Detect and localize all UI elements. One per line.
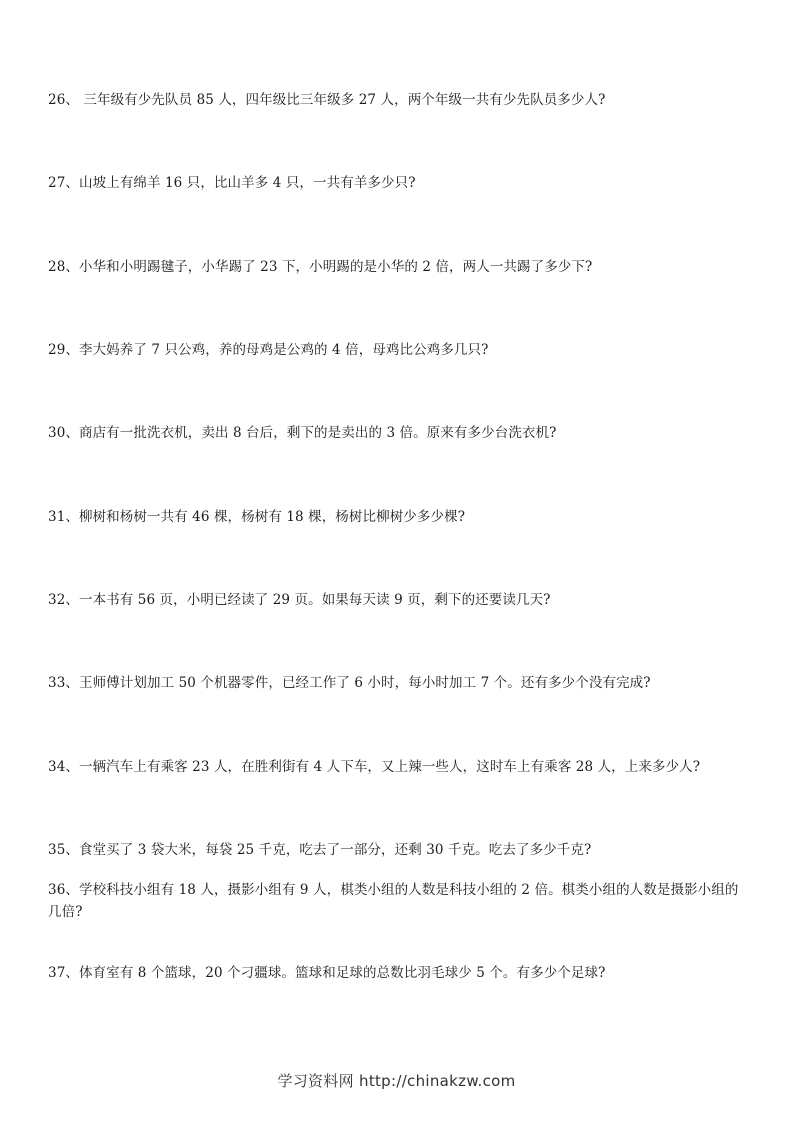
question-28: [48, 256, 748, 278]
question-27: [48, 172, 748, 194]
question-text: 王师傅计划加工 50 个机器零件，已经工作了 6 小时，每小时加工 7 个。还有多少个没有完成?: [78, 675, 651, 691]
question-text: 食堂买了 3 袋大米，每袋 25 千克，吃去了一部分，还剩 30 千克。吃去了多少千克?: [78, 842, 592, 858]
question-text: 李大妈养了 7 只公鸡，养的母鸡是公鸡的 4 倍，母鸡比公鸡多几只?: [78, 342, 489, 358]
question-number: 37、: [48, 965, 79, 981]
question-36: [48, 879, 748, 923]
question-30: [48, 422, 748, 444]
question-text: 三年级有少先队员 85 人，四年级比三年级多 27 人，两个年级一共有少先队员多少人?: [78, 92, 606, 108]
question-number: 26、: [48, 92, 79, 108]
question-26: [48, 89, 748, 111]
question-number: 28、: [48, 259, 79, 275]
question-32: [48, 589, 748, 611]
question-number: 31、: [48, 509, 79, 525]
question-34: [48, 756, 748, 778]
question-text: 学校科技小组有 18 人，摄影小组有 9 人，棋类小组的人数是科技小组的 2 倍。棋类小组的人数是摄影小组的几倍?: [48, 882, 739, 920]
question-37: [48, 962, 748, 984]
question-number: 33、: [48, 675, 79, 691]
question-number: 27、: [48, 175, 79, 191]
question-number: 32、: [48, 592, 79, 608]
question-number: 34、: [48, 759, 79, 775]
question-number: 29、: [48, 342, 79, 358]
question-text: 体育室有 8 个篮球，20 个刁疆球。篮球和足球的总数比羽毛球少 5 个。有多少个足球?: [78, 965, 606, 981]
question-31: [48, 506, 748, 528]
question-text: 一辆汽车上有乘客 23 人，在胜利街有 4 人下车，又上辣一些人，这时车上有乘客 28 人，上来多少人?: [78, 759, 701, 775]
question-33: [48, 672, 748, 694]
question-text: 柳树和杨树一共有 46 棵，杨树有 18 棵，杨树比柳树少多少棵?: [78, 509, 466, 525]
question-text: 商店有一批洗衣机，卖出 8 台后，剩下的是卖出的 3 倍。原来有多少台洗衣机?: [78, 425, 557, 441]
question-text: 山坡上有绵羊 16 只，比山羊多 4 只，一共有羊多少只?: [78, 175, 416, 191]
question-text: 一本书有 56 页，小明已经读了 29 页。如果每天读 9 页，剩下的还要读几天?: [78, 592, 551, 608]
question-29: [48, 339, 748, 361]
question-number: 35、: [48, 842, 79, 858]
question-number: 30、: [48, 425, 79, 441]
question-text: 小华和小明踢毽子，小华踢了 23 下，小明踢的是小华的 2 倍，两人一共踢了多少下?: [78, 259, 593, 275]
question-35: [48, 839, 748, 861]
question-number: 36、: [48, 882, 79, 898]
footer-watermark: 学习资料网 http://chinakzw.com: [277, 1072, 516, 1090]
